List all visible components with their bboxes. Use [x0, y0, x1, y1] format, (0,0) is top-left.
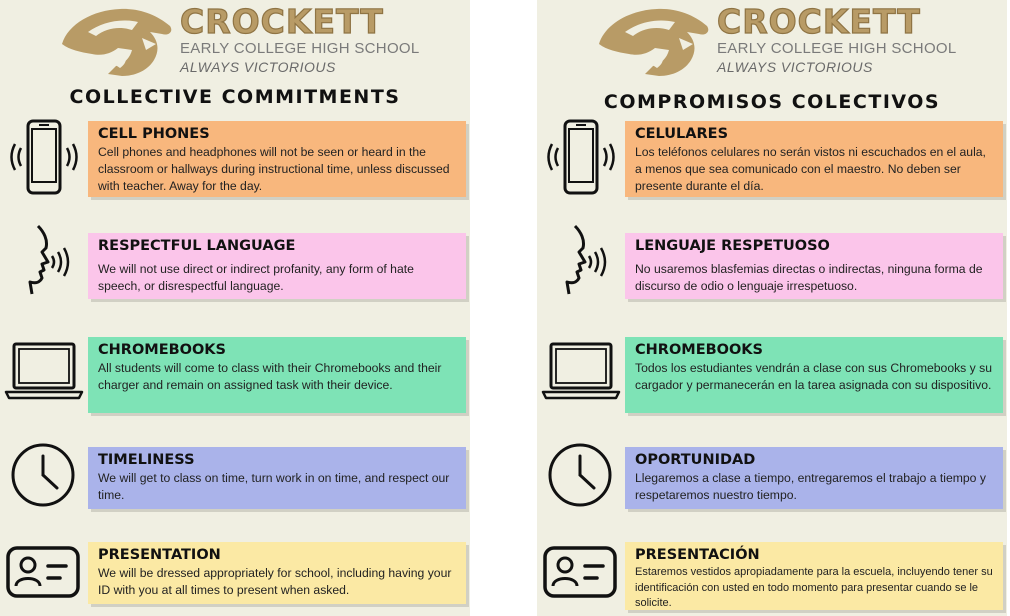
- school-header: [717, 4, 957, 76]
- card-text: No usaremos blasfemias directas o indirectas, ninguna forma de discurso de odio o lenguaje irrespetuoso.: [635, 262, 983, 293]
- phone-icon: [4, 118, 84, 196]
- card-title: PRESENTACIÓN: [635, 547, 760, 563]
- card-text: Los teléfonos celulares no serán vistos ni escuchados en el aula, a menos que sea comunicado con el maestro. No deben ser presente durante el día.: [635, 145, 986, 193]
- card-celulares: [625, 121, 1003, 197]
- card-lenguaje-respetuoso: [625, 233, 1003, 299]
- card-presentacion: [625, 542, 1003, 610]
- laptop-icon: [541, 340, 621, 402]
- card-title: CELL PHONES: [98, 126, 210, 142]
- card-title: LENGUAJE RESPETUOSO: [635, 238, 830, 254]
- cougar-logo-icon: [595, 4, 715, 80]
- card-cell-phones: [88, 121, 466, 197]
- clock-icon: [545, 440, 615, 510]
- card-title: RESPECTFUL LANGUAGE: [98, 238, 296, 254]
- id-card-icon: [4, 544, 84, 602]
- card-text: Cell phones and headphones will not be seen or heard in the classroom or hallways during instructional time, unless discussed with teacher. Away for the day.: [98, 145, 450, 193]
- card-title: PRESENTATION: [98, 547, 221, 563]
- card-chromebooks: [625, 337, 1003, 413]
- card-text: We will not use direct or indirect profanity, any form of hate speech, or disrespectful language.: [98, 262, 414, 293]
- page-title: COLLECTIVE COMMITMENTS: [69, 86, 401, 108]
- card-chromebooks: [88, 337, 466, 413]
- school-motto: ALWAYS VICTORIOUS: [717, 59, 873, 75]
- clock-icon: [8, 440, 78, 510]
- card-text: Estaremos vestidos apropiadamente para la escuela, incluyendo tener su identificación con usted en todo momento para presentar cuando se le solicite.: [635, 566, 993, 609]
- card-title: TIMELINESS: [98, 452, 195, 468]
- poster-english: [0, 0, 470, 616]
- speaking-head-icon: [551, 222, 613, 298]
- school-subtitle: EARLY COLLEGE HIGH SCHOOL: [180, 40, 420, 57]
- card-title: CELULARES: [635, 126, 729, 142]
- card-text: We will be dressed appropriately for school, including having your ID with you at all times to present when asked.: [98, 566, 452, 597]
- card-title: OPORTUNIDAD: [635, 452, 756, 468]
- school-subtitle: EARLY COLLEGE HIGH SCHOOL: [717, 40, 957, 57]
- laptop-icon: [4, 340, 84, 402]
- page-title: COMPROMISOS COLECTIVOS: [603, 91, 941, 113]
- card-respectful-language: [88, 233, 466, 299]
- poster-spanish: [537, 0, 1007, 616]
- id-card-icon: [541, 544, 621, 602]
- card-oportunidad: [625, 447, 1003, 509]
- phone-icon: [541, 118, 621, 196]
- school-header: [180, 4, 420, 76]
- card-title: CHROMEBOOKS: [635, 342, 763, 358]
- card-timeliness: [88, 447, 466, 509]
- card-text: We will get to class on time, turn work in on time, and respect our time.: [98, 471, 450, 502]
- cougar-logo-icon: [58, 4, 178, 80]
- school-name: CROCKETT: [717, 2, 921, 41]
- card-presentation: [88, 542, 466, 604]
- school-name: CROCKETT: [180, 2, 384, 41]
- card-text: All students will come to class with their Chromebooks and their charger and remain on assigned task with their device.: [98, 361, 442, 392]
- school-motto: ALWAYS VICTORIOUS: [180, 59, 336, 75]
- card-title: CHROMEBOOKS: [98, 342, 226, 358]
- card-text: Todos los estudiantes vendrán a clase con sus Chromebooks y su cargador y permanecerán en la tarea asignada con su dispositivo.: [635, 361, 993, 392]
- card-text: Llegaremos a clase a tiempo, entregaremos el trabajo a tiempo y respetaremos nuestro tiempo.: [635, 471, 986, 502]
- speaking-head-icon: [14, 222, 76, 298]
